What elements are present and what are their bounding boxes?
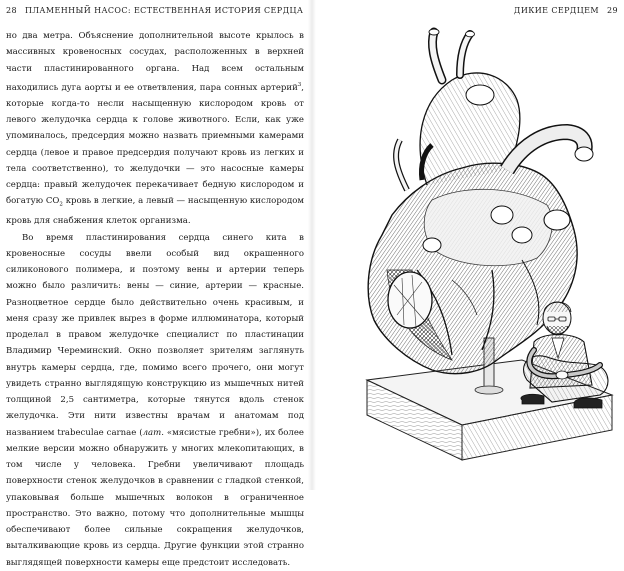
paragraph-2 — [6, 230, 304, 571]
left-page — [0, 0, 312, 568]
body-text — [6, 28, 304, 571]
co2-subscript: 2 — [59, 202, 63, 209]
paragraph-1-part-a: но два метра. Объяснение дополнительной высоте крылось в массивных кровеносных сосудах, расположенных в верхней части пластинированного органа. Над всем остальным находились дуга аорты и ее ответвления, пара сонных артерий — [6, 31, 304, 93]
latin-abbrev: лат. — [142, 427, 164, 438]
running-head-right — [514, 6, 618, 18]
page-number-right: 29 — [607, 6, 618, 15]
paragraph-2-part-a: Во время пластинирования сердца синего кита в кровеносные сосуды ввели особый вид окрашенного силиконового полимера, и поэтому вены и артерии теперь можно было различить: вены — синие, артерии — красные. Разноцветное сердце было действительно очень красивым, и меня сразу же привлек вырез в форме иллюминатора, который проделал в правом желудочке специалист по пластинации Владимир Череминский. Окно позволяет зрителям заглянуть внутрь камеры сердца, где, помимо всего прочего, они могут увидеть странно выглядящую конструкцию из мышечных нитей толщиной 2,5 сантиметра, которые тянутся вдоль стенок желудочка. Эти нити известны врачам и анатомам под названием trabeculae carnae ( — [6, 232, 304, 438]
running-head-title-left: ПЛАМЕННЫЙ НАСОС: ЕСТЕСТВЕННАЯ ИСТОРИЯ СЕРДЦА — [24, 6, 304, 15]
paragraph-1 — [6, 28, 304, 230]
whale-heart-illustration — [312, 20, 624, 470]
running-head-left — [6, 6, 303, 18]
page-number-left: 28 — [6, 6, 17, 15]
footnote-marker: 3 — [297, 81, 302, 88]
paragraph-1-part-c: кровь в легкие, а левый — насыщенную кислородом кровь для снабжения клеток организма. — [6, 196, 305, 227]
right-page — [312, 0, 624, 490]
paragraph-1-part-b: , которые когда-то несли насыщенную кислородом кровь от левого желудочка сердца к голове животного. Если, как уже упоминалось, предсердия можно назвать приемными камерами сердца (левое и правое предсердия получают кровь из легких и тела соответственно), то желудочки — это насосные камеры сердца: правый желудочек перекачивает бедную кислородом и богатую CO — [6, 82, 304, 207]
running-head-title-right: ДИКИЕ СЕРДЦЕМ — [513, 6, 600, 15]
porthole-window — [388, 272, 432, 328]
paragraph-2-part-b: «мясистые гребни»), их более мелкие версии можно обнаружить у многих млекопитающих, в том числе у человека. Гребни увеличивают площадь поверхности стенок желудочков в сравнении с гладкой стенкой, упаковывая больше мышечных волокон в ограниченное пространство. Это важно, потому что дополнительные мышцы обеспечивают более сильные сокращения желудочков, выталкивающие кровь из сердца. Другие функции этой странно выглядящей поверхности камеры еще предстоит исследовать. — [6, 427, 304, 568]
